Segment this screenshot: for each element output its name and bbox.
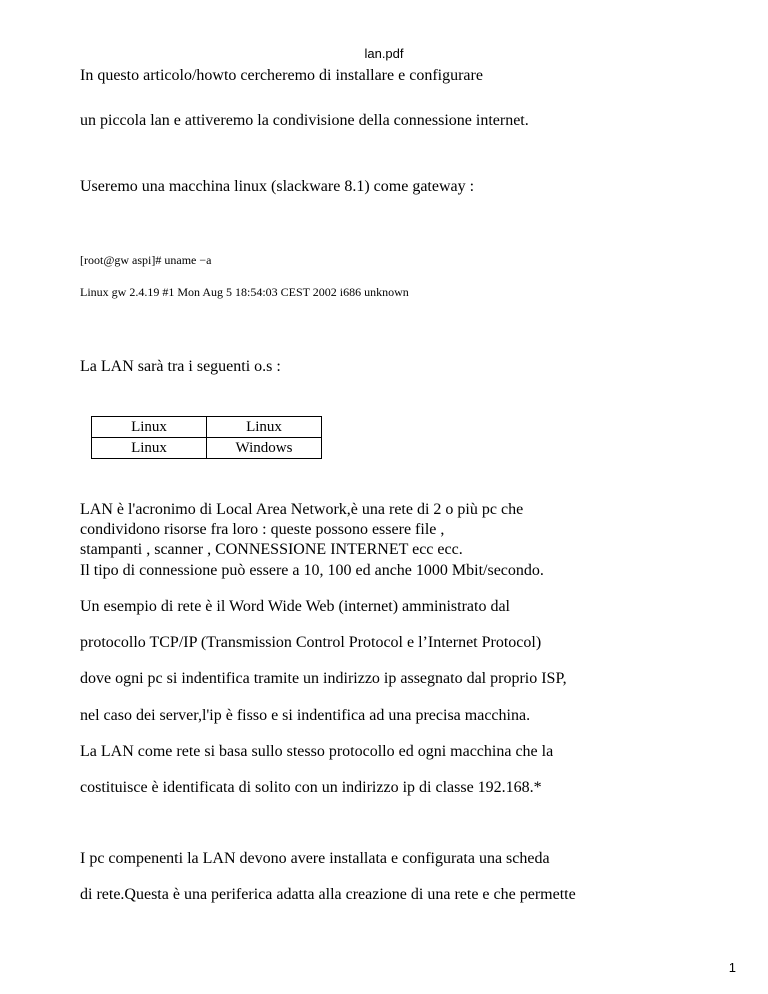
intro-line-1: In questo articolo/howto cercheremo di installare e configurare	[80, 67, 483, 84]
www-paragraph-line-1: Un esempio di rete è il Word Wide Web (internet) amministrato dal	[80, 598, 510, 615]
www-paragraph-line-4: nel caso dei server,l'ip è fisso e si indentifica ad una precisa macchina.	[80, 707, 531, 724]
table-cell: Linux	[92, 438, 207, 459]
table-cell: Windows	[207, 438, 322, 459]
www-paragraph-line-2: protocollo TCP/IP (Transmission Control Protocol e l’Internet Protocol)	[80, 634, 542, 651]
lan-definition-line-2: condividono risorse fra loro : queste possono essere file ,	[80, 521, 445, 538]
terminal-command: [root@gw aspi]# uname −a	[80, 253, 212, 267]
document-filename-header: lan.pdf	[364, 46, 404, 61]
lan-definition-line-1: LAN è l'acronimo di Local Area Network,è una rete di 2 o più pc che	[80, 501, 524, 518]
gateway-sentence: Useremo una macchina linux (slackware 8.1) come gateway :	[80, 178, 475, 195]
page-number: 1	[728, 960, 736, 975]
nic-paragraph-line-1: I pc compenenti la LAN devono avere installata e configurata una scheda	[80, 850, 550, 867]
os-table	[91, 416, 322, 459]
os-intro: La LAN sarà tra i seguenti o.s :	[80, 358, 281, 375]
lan-definition-line-4: Il tipo di connessione può essere a 10, 100 ed anche 1000 Mbit/secondo.	[80, 562, 544, 579]
www-paragraph-line-6: costituisce è identificata di solito con un indirizzo ip di classe 192.168.*	[80, 779, 542, 796]
nic-paragraph-line-2: di rete.Questa è una periferica adatta alla creazione di una rete e che permette	[80, 886, 576, 903]
www-paragraph-line-5: La LAN come rete si basa sullo stesso protocollo ed ogni macchina che la	[80, 743, 554, 760]
table-cell: Linux	[207, 417, 322, 438]
table-cell: Linux	[92, 417, 207, 438]
www-paragraph-line-3: dove ogni pc si indentifica tramite un indirizzo ip assegnato dal proprio ISP,	[80, 670, 567, 687]
terminal-output: Linux gw 2.4.19 #1 Mon Aug 5 18:54:03 CEST 2002 i686 unknown	[80, 285, 409, 299]
intro-line-2: un piccola lan e attiveremo la condivisione della connessione internet.	[80, 112, 529, 129]
table-row	[92, 417, 322, 438]
table-row	[92, 438, 322, 459]
lan-definition-line-3: stampanti , scanner , CONNESSIONE INTERNET ecc ecc.	[80, 541, 463, 558]
